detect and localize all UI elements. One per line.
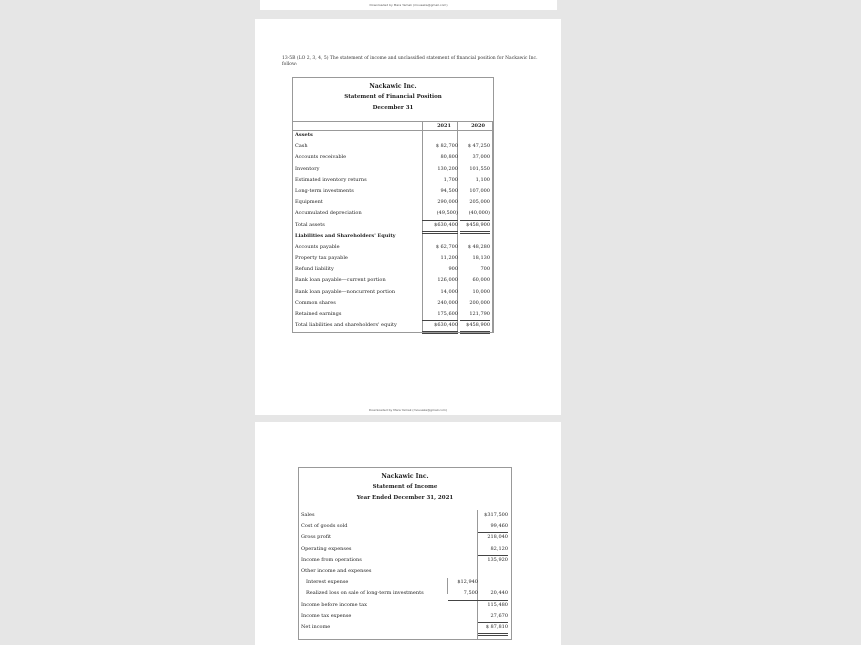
row-label: Total liabilities and shareholders' equity bbox=[295, 322, 397, 329]
table-row bbox=[293, 253, 493, 264]
table-row bbox=[299, 611, 511, 622]
row-label: Long-term investments bbox=[295, 187, 354, 194]
amount-column-1: 126,000 bbox=[437, 277, 458, 284]
row-label: Retained earnings bbox=[295, 311, 342, 317]
row-label: Realized loss on sale of long-term investments bbox=[306, 590, 424, 597]
amount-column-1: $ 82,700 bbox=[435, 143, 458, 150]
row-label: Bank loan payable—current portion bbox=[295, 277, 386, 284]
amount-column-2: 18,130 bbox=[472, 255, 490, 262]
table-row bbox=[299, 588, 511, 599]
table-row bbox=[299, 510, 511, 521]
row-label: Income from operations bbox=[301, 556, 362, 563]
table-row bbox=[293, 130, 493, 141]
amount-column-1: 94,500 bbox=[440, 187, 458, 194]
amount-column-2: 121,790 bbox=[460, 309, 490, 321]
download-footer: Downloaded by Mara Yamak (mousaka@gmail.com) bbox=[368, 408, 448, 412]
table-row bbox=[293, 264, 493, 275]
amount-column-2: 1,100 bbox=[475, 176, 490, 183]
row-label: Income before income tax bbox=[301, 601, 367, 608]
financial-position-rows bbox=[293, 130, 493, 331]
amount-column-1: 175,600 bbox=[422, 309, 458, 321]
amount-column-1: 11,200 bbox=[440, 255, 458, 262]
statement-date: December 31 bbox=[372, 105, 414, 111]
amount-column-2: 10,000 bbox=[472, 288, 490, 295]
amount-column-2: 37,000 bbox=[472, 154, 490, 161]
amount-column-2: 60,000 bbox=[472, 277, 490, 284]
row-label: Total assets bbox=[295, 221, 325, 228]
row-label: Interest expense bbox=[306, 579, 349, 586]
amount-column-2: 205,000 bbox=[469, 199, 490, 206]
amount-column-1: 1,700 bbox=[443, 176, 458, 183]
row-label: Common shares bbox=[295, 299, 336, 306]
previous-page bbox=[260, 0, 557, 10]
amount-column-1: $630,400 bbox=[422, 320, 458, 334]
table-row bbox=[299, 600, 511, 611]
amount-column-2: 101,550 bbox=[469, 165, 490, 172]
amount-column-1: 240,000 bbox=[437, 299, 458, 306]
table-row bbox=[299, 577, 511, 588]
amount-column-1: $ 62,700 bbox=[435, 243, 458, 250]
row-label: Accumulated depreciation bbox=[295, 210, 362, 217]
row-label: Equipment bbox=[295, 199, 323, 206]
amount-column-2: $458,900 bbox=[460, 320, 490, 334]
table-row bbox=[299, 521, 511, 532]
row-label: Liabilities and Shareholders' Equity bbox=[295, 232, 396, 239]
row-label: Net income bbox=[301, 623, 331, 630]
amount-column-2: $ 48,280 bbox=[467, 243, 490, 250]
financial-position-table bbox=[292, 77, 494, 333]
amount-column-2: 20,440 bbox=[478, 588, 508, 600]
amount-column-2: $317,500 bbox=[484, 512, 508, 518]
table-row bbox=[293, 231, 493, 242]
row-label: Income tax expense bbox=[301, 612, 352, 619]
row-label: Sales bbox=[301, 512, 315, 518]
company-name: Nackawic Inc. bbox=[369, 83, 417, 90]
column-header-2020: 2020 bbox=[471, 123, 485, 129]
row-label: Gross profit bbox=[301, 534, 332, 541]
table-row bbox=[299, 544, 511, 555]
row-label: Cost of goods sold bbox=[301, 523, 348, 530]
column-header-2021: 2021 bbox=[437, 123, 451, 129]
amount-column-2: 27,670 bbox=[478, 611, 508, 623]
table-row bbox=[293, 298, 493, 309]
amount-column-2: 82,120 bbox=[478, 544, 508, 556]
row-label: Accounts payable bbox=[295, 243, 340, 250]
table-row bbox=[293, 208, 493, 219]
row-label: Property tax payable bbox=[295, 255, 348, 262]
company-name: Nackawic Inc. bbox=[381, 473, 429, 480]
row-label: Bank loan payable—noncurrent portion bbox=[295, 288, 396, 295]
row-label: Other income and expenses bbox=[301, 567, 372, 574]
download-footer: Downloaded by Mara Yamak (mousaka@gmail.com) bbox=[369, 3, 448, 7]
row-label: Cash bbox=[295, 143, 308, 150]
problem-intro: 13-5B (LO 2, 3, 4, 5) The statement of income and unclassified statement of financial position for Nackawic Inc. follow: bbox=[282, 56, 538, 67]
row-label: Operating expenses bbox=[301, 545, 352, 552]
amount-column-1: 7,500 bbox=[448, 588, 478, 600]
amount-column-2: 218,040 bbox=[487, 534, 508, 541]
table-row bbox=[293, 175, 493, 186]
row-label: Refund liability bbox=[295, 266, 334, 273]
amount-column-1: 130,200 bbox=[437, 165, 458, 172]
table-row bbox=[299, 532, 511, 543]
amount-column-1: $12,940 bbox=[457, 579, 478, 586]
table-row bbox=[293, 220, 493, 231]
amount-column-1: $630,400 bbox=[422, 220, 458, 234]
table-row bbox=[293, 242, 493, 253]
row-label: Inventory bbox=[295, 165, 320, 172]
amount-column-2: 135,920 bbox=[487, 556, 508, 563]
amount-column-2: $ 87,810 bbox=[478, 622, 508, 636]
amount-column-1: 80,800 bbox=[440, 154, 458, 161]
row-label: Accounts receivable bbox=[295, 154, 347, 161]
table-row bbox=[299, 622, 511, 633]
amount-column-2: $ 47,250 bbox=[467, 143, 490, 150]
amount-column-2: 107,000 bbox=[469, 187, 490, 194]
amount-column-2: 115,480 bbox=[487, 601, 508, 608]
table-row bbox=[293, 287, 493, 298]
amount-column-1: 900 bbox=[448, 266, 458, 273]
header-rule bbox=[293, 121, 493, 122]
income-statement-table bbox=[298, 467, 512, 640]
amount-column-2: 700 bbox=[480, 266, 490, 273]
amount-column-2: $458,900 bbox=[460, 220, 490, 234]
row-label: Estimated inventory returns bbox=[295, 176, 367, 183]
amount-column-2: 99,460 bbox=[478, 521, 508, 533]
amount-column-1: (49,500) bbox=[422, 208, 458, 220]
table-row bbox=[293, 197, 493, 208]
amount-column-2: (40,000) bbox=[460, 208, 490, 220]
table-row bbox=[299, 566, 511, 577]
document-page-2 bbox=[255, 422, 561, 645]
table-row bbox=[293, 141, 493, 152]
table-row bbox=[293, 186, 493, 197]
statement-period: Year Ended December 31, 2021 bbox=[356, 495, 454, 501]
statement-title: Statement of Financial Position bbox=[344, 94, 442, 100]
table-row bbox=[293, 152, 493, 163]
table-row bbox=[293, 164, 493, 175]
table-row bbox=[293, 309, 493, 320]
income-rows bbox=[299, 510, 511, 633]
row-label: Assets bbox=[295, 132, 313, 138]
document-page-1 bbox=[255, 19, 561, 415]
statement-title: Statement of Income bbox=[372, 484, 438, 490]
table-row bbox=[293, 320, 493, 331]
table-row bbox=[293, 275, 493, 286]
amount-column-1: 290,000 bbox=[437, 199, 458, 206]
amount-column-1: 14,000 bbox=[440, 288, 458, 295]
amount-column-2: 200,000 bbox=[469, 299, 490, 306]
table-row bbox=[299, 555, 511, 566]
